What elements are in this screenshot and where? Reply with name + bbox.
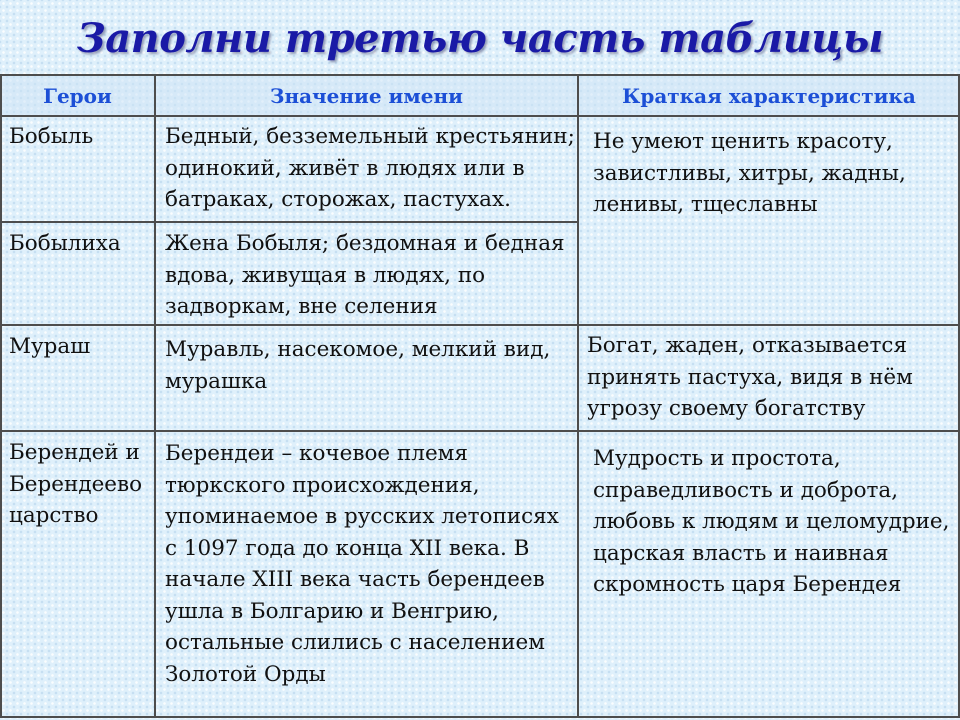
grid-line-top bbox=[0, 74, 960, 76]
grid-line-row1-bottom bbox=[0, 221, 578, 223]
cell-characteristic-bobyl-bobylikha: Не умеют ценить красоту, завистливы, хитры, жадны, ленивы, тщеславны bbox=[593, 129, 906, 217]
grid-line-col2 bbox=[577, 74, 579, 718]
header-heroes: Герои bbox=[43, 84, 112, 108]
grid-line-header-bottom bbox=[0, 115, 960, 117]
grid-line-row3-bottom bbox=[0, 430, 960, 432]
cell-meaning-murash: Муравль, насекомое, мелкий вид, мурашка bbox=[165, 337, 551, 394]
grid-line-row2-bottom bbox=[0, 324, 960, 326]
cell-meaning-bobyl: Бедный, безземельный крестьянин; одинокий, живёт в людях или в батраках, сторожах, пастухах. bbox=[165, 124, 575, 212]
grid-line-left bbox=[0, 74, 2, 718]
grid-line-col1 bbox=[154, 74, 156, 718]
cell-hero-bobylikha: Бобылиха bbox=[9, 231, 121, 256]
cell-hero-bobyl: Бобыль bbox=[9, 124, 94, 149]
cell-characteristic-murash: Богат, жаден, отказывается принять пастуха, видя в нём угрозу своему богатству bbox=[587, 333, 913, 421]
cell-hero-berendey: Берендей и Берендеево царство bbox=[9, 440, 143, 528]
cell-hero-murash: Мураш bbox=[9, 334, 91, 359]
grid-line-bottom bbox=[0, 716, 960, 718]
header-name-meaning: Значение имени bbox=[270, 84, 463, 108]
cell-meaning-berendey: Берендеи – кочевое племя тюркского происхождения, упоминаемое в русских летописях с 1097 года до конца XII века. В начале XIII века часть берендеев ушла в Болгарию и Венгрию, остальные слились с населением Золотой Орды bbox=[165, 441, 559, 687]
slide-title: Заполни третью часть таблицы bbox=[76, 15, 884, 62]
cell-meaning-bobylikha: Жена Бобыля; бездомная и бедная вдова, живущая в людях, по задворкам, вне селения bbox=[165, 231, 565, 319]
cell-characteristic-berendey: Мудрость и простота, справедливость и доброта, любовь к людям и целомудрие, царская власть и наивная скромность царя Берендея bbox=[593, 446, 950, 597]
header-characteristic: Краткая характеристика bbox=[622, 84, 916, 108]
